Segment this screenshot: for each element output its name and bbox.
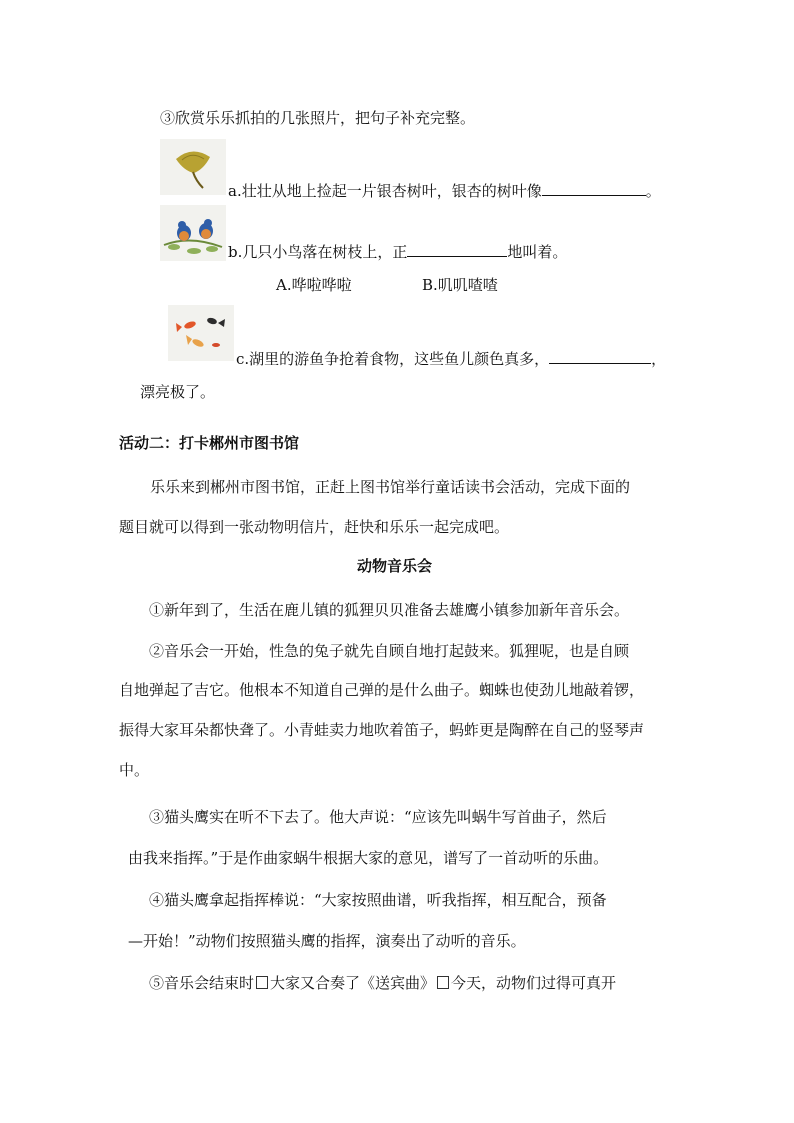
paragraph-2-line2: 自地弹起了吉它。他根本不知道自己弹的是什么曲子。蜘蛛也使劲儿地敲着锣， — [119, 681, 645, 699]
q3-c-sentence: c.湖里的游鱼争抢着食物，这些鱼儿颜色真多， ， — [236, 350, 667, 368]
q3-c-continuation: 漂亮极了。 — [140, 383, 216, 401]
answer-blank-c[interactable] — [549, 349, 651, 364]
paragraph-2-line4: 中。 — [119, 761, 150, 779]
activity2-intro-line2: 题目就可以得到一张动物明信片，赶快和乐乐一起完成吧。 — [119, 518, 510, 536]
goldfish-image — [168, 305, 234, 361]
ginkgo-leaf-image — [160, 139, 226, 195]
paragraph-3-line2: 由我来指挥。”于是作曲家蜗牛根据大家的意见，谱写了一首动听的乐曲。 — [128, 849, 609, 867]
story-title: 动物音乐会 — [357, 557, 433, 575]
paragraph-2-line1: ②音乐会一开始，性急的兔子就先自顾自地打起鼓来。狐狸呢，也是自顾 — [149, 642, 630, 660]
paragraph-5-line1: ⑤音乐会结束时 大家又合奏了《送宾曲》 今天，动物们过得可真开 — [149, 974, 617, 992]
option-b[interactable]: B.叽叽喳喳 — [422, 276, 498, 294]
paragraph-4-line2: —开始！”动物们按照猫头鹰的指挥，演奏出了动听的音乐。 — [128, 932, 526, 950]
q3-b-sentence: b.几只小鸟落在树枝上，正 地叫着。 — [228, 243, 568, 261]
paragraph-2-line3: 振得大家耳朵都快聋了。小青蛙卖力地吹着笛子，蚂蚱更是陶醉在自己的竖琴声 — [119, 721, 645, 739]
punctuation-box-1[interactable] — [256, 976, 268, 989]
answer-blank-b[interactable] — [407, 242, 507, 257]
birds-on-branch-image — [160, 205, 226, 261]
paragraph-4-line1: ④猫头鹰拿起指挥棒说：“大家按照曲谱，听我指挥，相互配合，预备 — [149, 891, 607, 909]
q3-a-sentence: a.壮壮从地上捡起一片银杏树叶，银杏的树叶像 。 — [228, 182, 661, 200]
punctuation-box-2[interactable] — [437, 976, 449, 989]
answer-blank-a[interactable] — [542, 181, 646, 196]
paragraph-3-line1: ③猫头鹰实在听不下去了。他大声说：“应该先叫蜗牛写首曲子，然后 — [149, 808, 607, 826]
activity2-heading: 活动二：打卡郴州市图书馆 — [119, 434, 300, 452]
q3-intro: ③欣赏乐乐抓拍的几张照片，把句子补充完整。 — [160, 109, 476, 127]
option-a[interactable]: A.哗啦哗啦 — [276, 276, 352, 294]
paragraph-1: ①新年到了，生活在鹿儿镇的狐狸贝贝准备去雄鹰小镇参加新年音乐会。 — [149, 601, 630, 619]
activity2-intro-line1: 乐乐来到郴州市图书馆，正赶上图书馆举行童话读书会活动，完成下面的 — [150, 478, 631, 496]
